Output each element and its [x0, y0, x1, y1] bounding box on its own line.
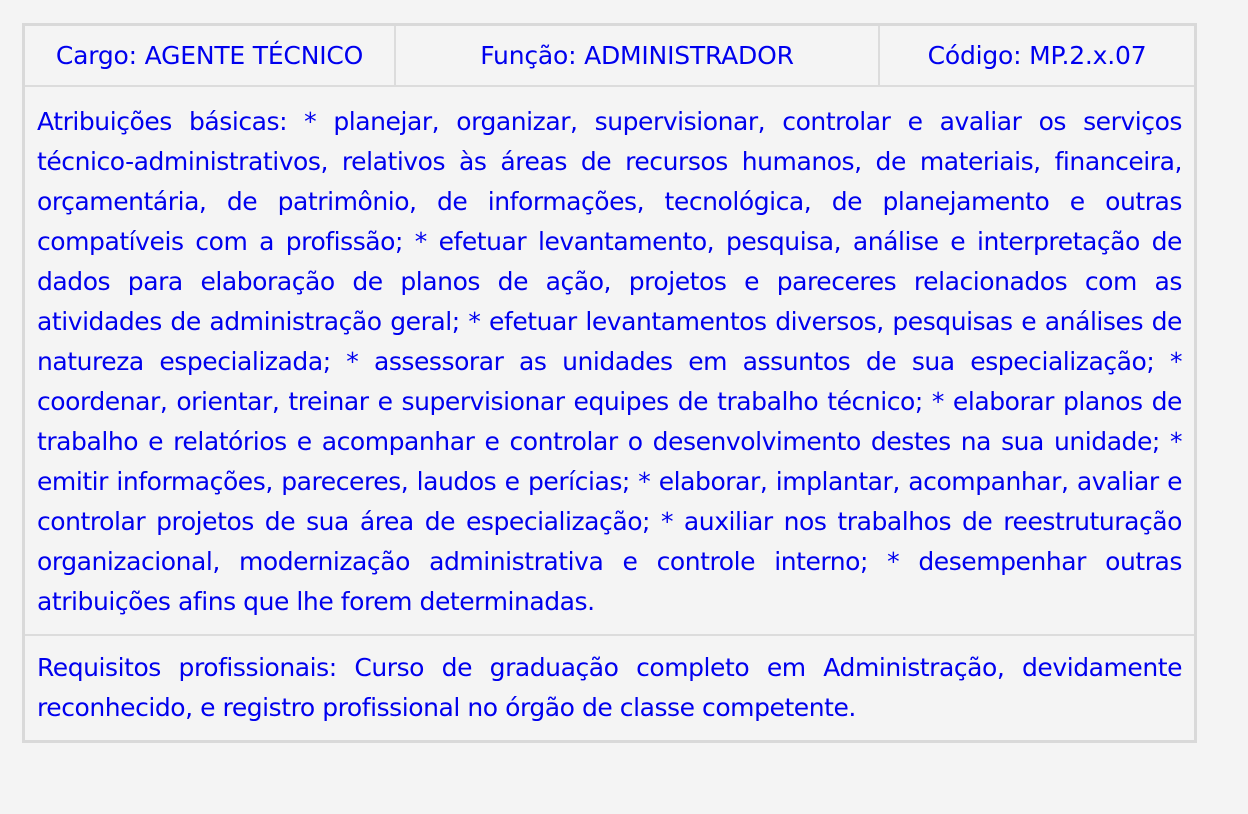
job-description-table — [25, 26, 1194, 740]
cargo-cell: Cargo: AGENTE TÉCNICO — [25, 26, 395, 86]
requisitos-row — [25, 635, 1194, 740]
header-row — [25, 26, 1194, 86]
codigo-cell: Código: MP.2.x.07 — [879, 26, 1194, 86]
atribuicoes-text: Atribuições básicas: * planejar, organizar, supervisionar, controlar e avaliar os serviços técnico-administrativos, relativos às áreas de recursos humanos, de materiais, financeira, orçamentária, de patrimônio, de informações, tecnológica, de planejamento e outras compatíveis com a profissão; * efetuar levantamento, pesquisa, análise e interpretação de dados para elaboração de planos de ação, projetos e pareceres relacionados com as atividades de administração geral; * efetuar levantamentos diversos, pesquisas e análises de natureza especializada; * assessorar as unidades em assuntos de sua especialização; * coordenar, orientar, treinar e supervisionar equipes de trabalho técnico; * elaborar planos de trabalho e relatórios e acompanhar e controlar o desenvolvimento destes na sua unidade; * emitir informações, pareceres, laudos e perícias; * elaborar, implantar, acompanhar, avaliar e controlar projetos de sua área de especialização; * auxiliar nos trabalhos de reestruturação organizacional, modernização administrativa e controle interno; * desempenhar outras atribuições afins que lhe forem determinadas. — [25, 86, 1194, 635]
atribuicoes-row — [25, 86, 1194, 635]
job-description-box — [22, 23, 1197, 743]
requisitos-text: Requisitos profissionais: Curso de graduação completo em Administração, devidamente reconhecido, e registro profissional no órgão de classe competente. — [25, 635, 1194, 740]
funcao-cell: Função: ADMINISTRADOR — [395, 26, 879, 86]
